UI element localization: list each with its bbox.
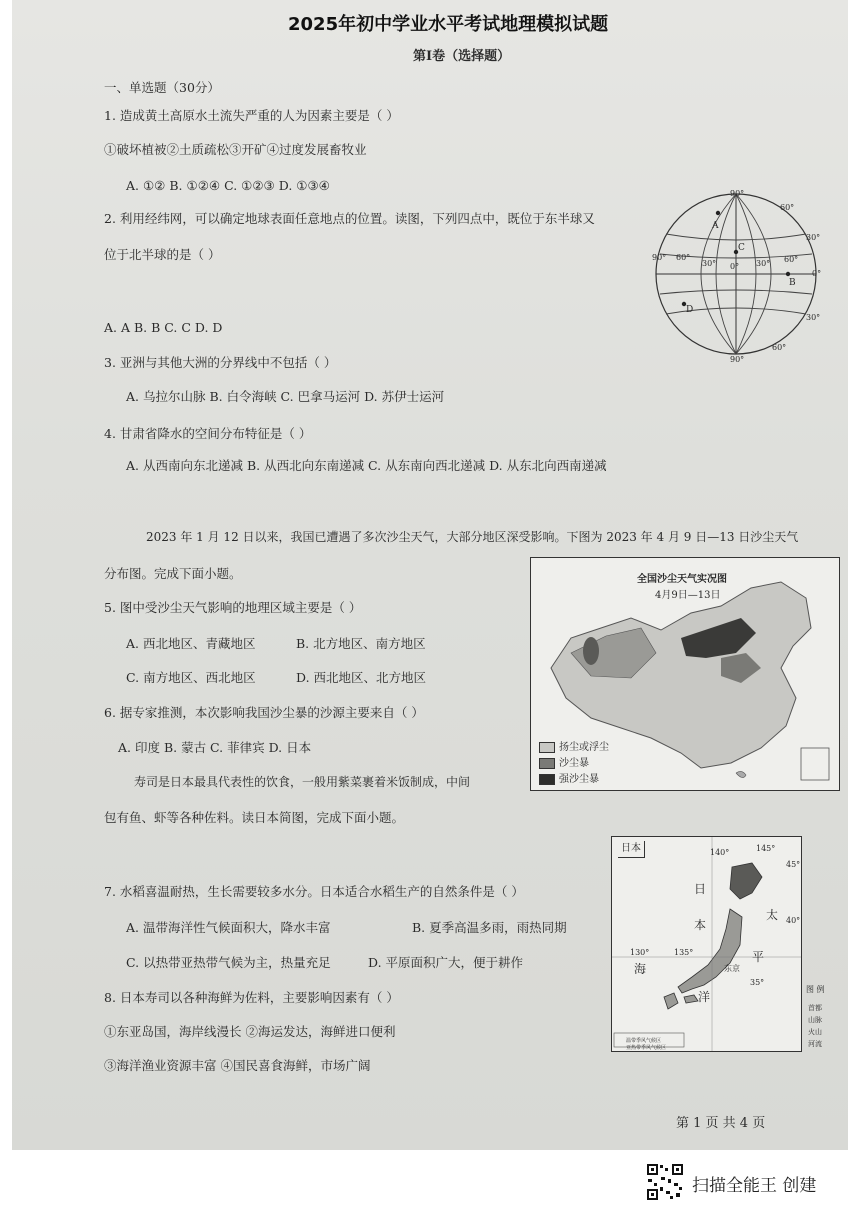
point-a-label: A [712, 221, 719, 231]
exam-title: 2025年初中学业水平考试地理模拟试题 [288, 14, 609, 35]
globe-lat-0: 0° [812, 269, 822, 278]
japan-char-ben: 本 [694, 918, 707, 932]
dust-intro: 2023 年 1 月 12 日以来，我国已遭遇了多次沙尘天气，大部分地区深受影响。下图为 2023 年 4 月 9 日—13 日沙尘天气 [146, 530, 799, 544]
point-d-label: D [686, 305, 694, 315]
q5-option-b: B. 北方地区、南方地区 [296, 636, 426, 651]
q1-options: A. ①② B. ①②④ C. ①②③ D. ①③④ [126, 178, 330, 193]
japan-char-tai: 太 [766, 908, 779, 922]
q4-stem: 4. 甘肃省降水的空间分布特征是（ ） [104, 426, 312, 441]
japan-char-yang: 洋 [698, 990, 711, 1004]
china-map-date: 4月9日—13日 [655, 590, 721, 601]
q8-items-2: ③海洋渔业资源丰富 ④国民喜食海鲜，市场广阔 [104, 1058, 371, 1073]
japan-lon-140: 140° [710, 848, 730, 857]
japan-legend-volcano: 火山 [808, 1028, 822, 1036]
china-dust-map [530, 557, 840, 791]
japan-lon-135: 135° [674, 948, 694, 957]
q5-stem: 5. 图中受沙尘天气影响的地理区域主要是（ ） [104, 600, 362, 615]
point-b-label: B [789, 278, 796, 288]
q8-items-1: ①东亚岛国，海岸线漫长 ②海运发达，海鲜进口便利 [104, 1024, 396, 1039]
q7-option-d: D. 平原面积广大，便于耕作 [368, 955, 524, 970]
q5-option-d: D. 西北地区、北方地区 [296, 670, 427, 685]
globe-lon-30w: 30° [702, 259, 717, 268]
japan-legend-mountain: 山脉 [808, 1016, 822, 1024]
japan-map [611, 836, 802, 1052]
japan-lon-130: 130° [630, 948, 650, 957]
q3-options: A. 乌拉尔山脉 B. 白令海峡 C. 巴拿马运河 D. 苏伊士运河 [126, 389, 445, 404]
japan-map-label: 日本 [618, 841, 645, 858]
q5-option-c: C. 南方地区、西北地区 [126, 670, 256, 685]
q7-stem: 7. 水稻喜温耐热，生长需要较多水分。日本适合水稻生产的自然条件是（ ） [104, 884, 524, 899]
q3-stem: 3. 亚洲与其他大洲的分界线中不包括（ ） [104, 355, 337, 370]
japan-map-shape [612, 837, 801, 1051]
japan-lat-35: 35° [750, 978, 765, 987]
legend-sandstorm: 沙尘暴 [539, 756, 589, 772]
japan-lat-45: 45° [786, 860, 801, 869]
q2-options: A. A B. B C. C D. D [104, 320, 223, 335]
globe-lat-60s: 60° [772, 343, 787, 352]
qr-code-icon [646, 1163, 684, 1201]
japan-legend-subtropical: 亚热带季风气候区 [626, 1045, 667, 1051]
q7-option-b: B. 夏季高温多雨，雨热同期 [412, 920, 567, 935]
japan-lon-145: 145° [756, 844, 776, 853]
sushi-intro: 寿司是日本最具代表性的饮食，一般用紫菜裹着米饭制成，中间 [134, 775, 471, 789]
q1-items: ①破坏植被②土质疏松③开矿④过度发展畜牧业 [104, 142, 367, 157]
globe-lat-30s: 30° [806, 313, 821, 322]
q6-options: A. 印度 B. 蒙古 C. 菲律宾 D. 日本 [118, 740, 312, 755]
japan-legend-title: 图 例 [806, 985, 825, 994]
japan-char-hai: 海 [634, 962, 647, 976]
volume-title: 第Ⅰ卷（选择题） [413, 49, 511, 64]
japan-legend-temperate: 温带季风气候区 [626, 1038, 662, 1044]
globe-lon-0: 0° [730, 262, 740, 271]
sushi-intro-cont: 包有鱼、虾等各种佐料。读日本简图，完成下面小题。 [104, 810, 405, 825]
q1-stem: 1. 造成黄土高原水土流失严重的人为因素主要是（ ） [104, 108, 399, 123]
globe-lon-60w: 60° [676, 253, 691, 262]
globe-lat-60n: 60° [780, 203, 795, 212]
japan-legend-river: 河流 [808, 1040, 822, 1048]
globe-lon-90w: 90° [652, 253, 667, 262]
japan-char-ri: 日 [694, 882, 707, 896]
q7-option-a: A. 温带海洋性气候面积大，降水丰富 [126, 920, 331, 935]
section-title: 一、单选题（30分） [104, 80, 220, 95]
japan-char-ping: 平 [752, 950, 765, 964]
q8-stem: 8. 日本寿司以各种海鲜为佐料，主要影响因素有（ ） [104, 990, 399, 1005]
globe-lat-90s: 90° [730, 355, 745, 364]
q2-stem-cont: 位于北半球的是（ ） [104, 247, 221, 262]
q4-options: A. 从西南向东北递减 B. 从西北向东南递减 C. 从东南向西北递减 D. 从东北向西南递减 [126, 458, 607, 473]
dust-intro-cont: 分布图。完成下面小题。 [104, 566, 242, 581]
q7-option-c: C. 以热带亚热带气候为主，热量充足 [126, 955, 331, 970]
globe-lon-60e: 60° [784, 255, 799, 264]
japan-legend-capital: 首都 [808, 1004, 822, 1012]
q2-stem: 2. 利用经纬网，可以确定地球表面任意地点的位置。读图，下列四点中，既位于东半球又 [104, 211, 595, 226]
globe-lat-30n: 30° [806, 233, 821, 242]
legend-strong-sandstorm: 强沙尘暴 [539, 772, 599, 788]
globe-lat-90n: 90° [730, 189, 745, 198]
japan-lat-40: 40° [786, 916, 801, 925]
china-map-title: 全国沙尘天气实况图 [637, 574, 727, 585]
globe-lon-30e: 30° [756, 259, 771, 268]
q6-stem: 6. 据专家推测，本次影响我国沙尘暴的沙源主要来自（ ） [104, 705, 424, 720]
q5-option-a: A. 西北地区、青藏地区 [126, 636, 256, 651]
japan-tokyo-label: 东京 [724, 964, 740, 973]
page-number: 第 1 页 共 4 页 [676, 1116, 766, 1131]
scanner-brand-text: 扫描全能王 创建 [692, 1176, 817, 1196]
legend-dust: 扬尘或浮尘 [539, 740, 609, 756]
point-c-label: C [738, 243, 745, 253]
